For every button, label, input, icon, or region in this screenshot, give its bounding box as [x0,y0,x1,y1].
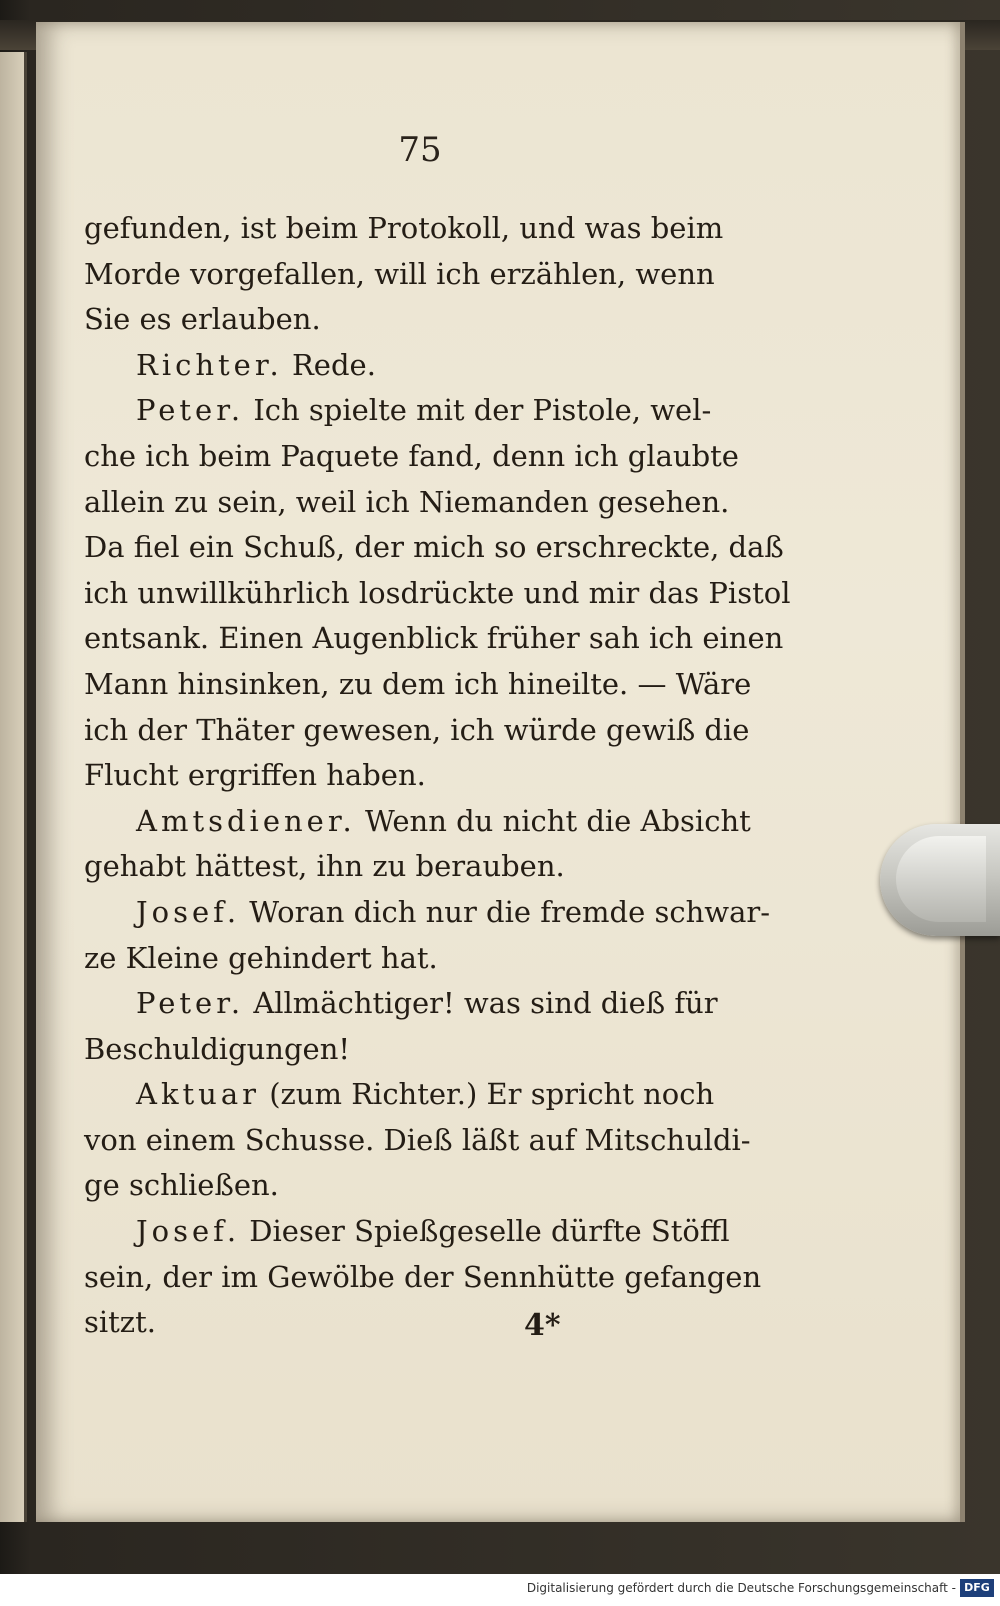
text-line [84,1255,784,1301]
page-number: 75 [398,130,442,170]
speaker-name: Aktuar [136,1077,260,1112]
speaker-name: Josef. [136,894,241,929]
line-text: che ich beim Paquete fand, denn ich glaubte [84,438,739,473]
line-text: Da fiel ein Schuß, der mich so erschreckte, daß [84,530,784,565]
text-line [84,799,784,845]
line-text: Sie es erlauben. [84,302,321,337]
text-line [84,388,784,434]
line-text: Flucht ergriffen haben. [84,758,426,793]
speaker-name: Peter. [136,986,245,1021]
text-line [84,1209,784,1255]
text-line [84,525,784,571]
text-line [84,206,784,252]
text-line [84,708,784,754]
line-text: Woran dich nur die fremde schwar- [249,894,771,929]
line-text: sitzt. [84,1305,156,1340]
speaker-name: Richter. [136,347,283,382]
line-text: ge schließen. [84,1168,279,1203]
line-text: Dieser Spießgeselle dürfte Stöffl [249,1214,730,1249]
text-line [84,1163,784,1209]
digitization-credit: Digitalisierung gefördert durch die Deutsche Forschungsgemeinschaft - [526,1581,956,1595]
page-text [84,206,791,1346]
line-text: von einem Schusse. Dieß läßt auf Mitschuldi- [84,1122,751,1157]
text-line [84,981,784,1027]
text-line [84,434,784,480]
footer-bar [0,1574,1000,1606]
clip-highlight [896,836,986,922]
text-line [84,571,791,617]
text-line [84,480,784,526]
line-text: Wenn du nicht die Absicht [364,803,751,838]
text-line [84,662,784,708]
line-text: Rede. [291,347,376,382]
line-text: gehabt hättest, ihn zu berauben. [84,849,565,884]
line-text: Ich spielte mit der Pistole, wel- [253,393,712,428]
text-line [84,616,784,662]
line-text: gefunden, ist beim Protokoll, und was beim [84,211,724,245]
line-text: Morde vorgefallen, will ich erzählen, wenn [84,256,715,291]
speaker-name: Amtsdiener. [136,803,356,838]
text-line [84,1027,784,1073]
line-text: sein, der im Gewölbe der Sennhütte gefangen [84,1259,762,1294]
dfg-logo: DFG [960,1579,994,1597]
text-line [84,753,784,799]
line-text: Beschuldigungen! [84,1031,351,1066]
signature-mark: 4* [524,1308,561,1343]
line-text: Mann hinsinken, zu dem ich hineilte. — Wäre [84,666,752,701]
line-text: (zum Richter.) Er spricht noch [269,1077,715,1112]
left-page-edge [0,52,27,1522]
text-line [84,343,784,389]
speaker-name: Josef. [136,1214,241,1249]
line-text: allein zu sein, weil ich Niemanden gesehen. [84,484,730,519]
text-line [84,297,784,343]
line-text: entsank. Einen Augenblick früher sah ich einen [84,621,784,656]
line-text: Allmächtiger! was sind dieß für [253,986,718,1021]
metal-page-clip [880,824,1000,936]
text-line [84,1072,784,1118]
line-text: ich der Thäter gewesen, ich würde gewiß die [84,712,750,747]
text-line [84,1118,784,1164]
text-line [84,1300,784,1346]
text-line [84,252,784,298]
speaker-name: Peter. [136,393,245,428]
text-line [84,844,784,890]
line-text: ich unwillkührlich losdrückte und mir das Pistol [84,575,791,610]
text-line [84,936,784,982]
line-text: ze Kleine gehindert hat. [84,940,438,975]
text-line [84,890,784,936]
